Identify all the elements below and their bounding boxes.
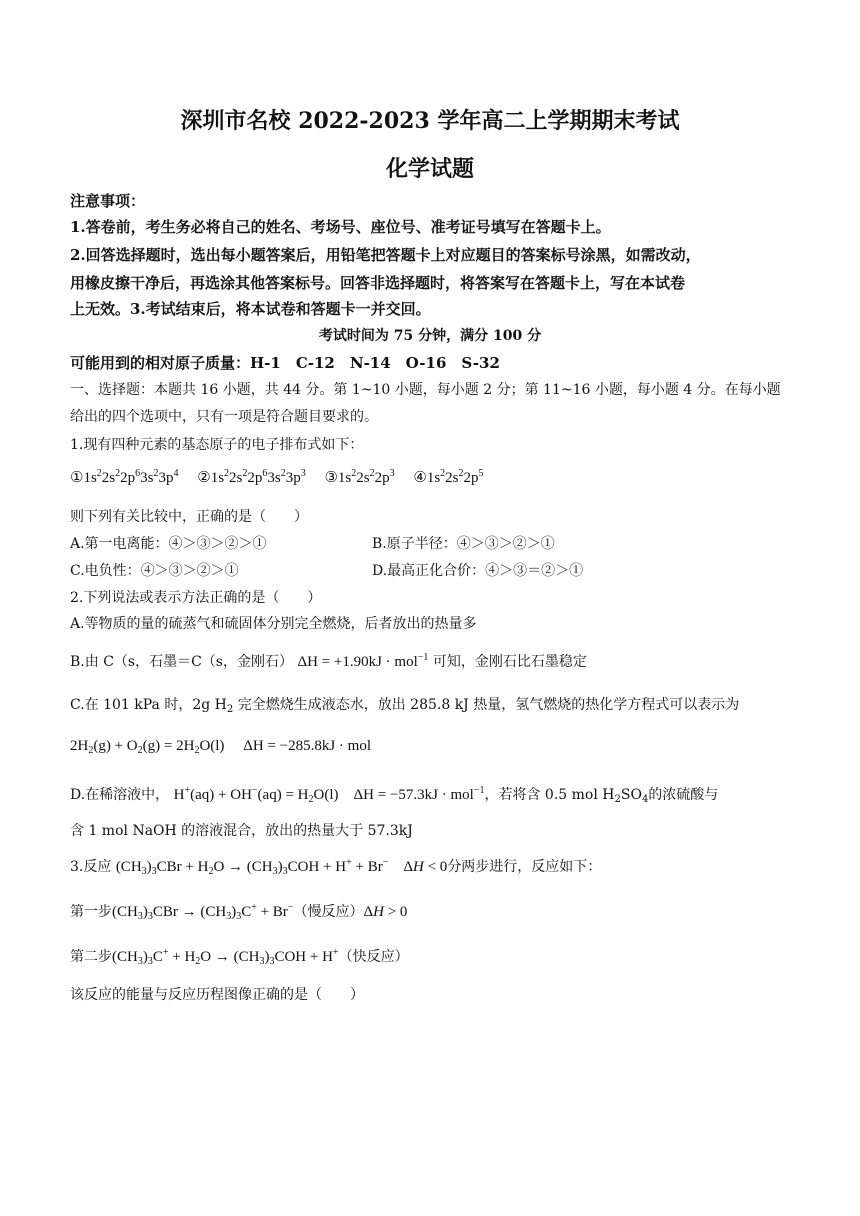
q3-question: 该反应的能量与反应历程图像正确的是（ ）: [70, 987, 364, 1003]
q3-step-1-equation: $(CH_3)_3CBr \to (CH_3)_3C^+ + Br^-$: [112, 902, 294, 922]
q3-step-2: 第二步$(CH_3)_3C^+ + H_2O \to (CH_3)_3COH + H^+$（快反应）: [70, 947, 409, 967]
q3-step-1: 第一步$(CH_3)_3CBr \to (CH_3)_3C^+ + Br^-$（慢反应）ΔH > 0: [70, 902, 408, 922]
section-instructions-1: 一、选择题：本题共 16 小题，共 44 分。第 1~10 小题，每小题 2 分；第 11~16 小题，每小题 4 分。在每小题: [70, 382, 781, 398]
q2-option-c-equation: $2H_2(g) + O_2(g) = 2H_2O(l)$ ΔH = −285.8kJ · mol: [70, 738, 372, 756]
q3-stem: 3.反应 $(CH_3)_3CBr + H_2O \to (CH_3)_3COH + H^+ + Br^-$ ΔH < 0分两步进行，反应如下：: [70, 857, 602, 877]
q2-stem: 2.下列说法或表示方法正确的是（ ）: [70, 590, 322, 606]
q2-option-d-line2: 含 1 mol NaOH 的溶液混合，放出的热量大于 57.3kJ: [70, 823, 413, 839]
q2-option-b: B.由 C（s，石墨＝C（s，金刚石） ΔH = +1.90kJ · mol$^{-1}$ 可知，金刚石比石墨稳定: [70, 652, 587, 670]
notes-line-2: 2.回答选择题时，选出每小题答案后，用铅笔把答题卡上对应题目的答案标号涂黑，如需改动，: [70, 246, 701, 264]
page-subtitle: 化学试题: [385, 156, 474, 182]
atomic-masses: 可能用到的相对原子质量：H-1 C-12 N-14 O-16 S-32: [70, 354, 500, 372]
q2-option-b-enthalpy: ΔH = +1.90kJ · mol$^{-1}$: [297, 652, 429, 670]
q3-step-2-equation: $(CH_3)_3C^+ + H_2O \to (CH_3)_3COH + H^+$: [112, 947, 339, 967]
q1-option-c: C.电负性：④＞③＞②＞①: [70, 563, 239, 579]
exam-time: 考试时间为 75 分钟，满分 100 分: [318, 328, 542, 344]
q1-stem: 1.现有四种元素的基态原子的电子排布式如下：: [70, 437, 364, 453]
q1-option-b: B.原子半径：④＞③＞②＞①: [372, 536, 555, 552]
q1-config-2: $②1s^22s^22p^63s^23p^3$: [197, 468, 306, 486]
q2-option-a: A.等物质的量的硫蒸气和硫固体分别完全燃烧，后者放出的热量多: [70, 616, 477, 632]
q2-option-d: D.在稀溶液中， $H^+(aq) + OH^-(aq) = H_2O(l)$ ΔH = −57.3kJ · mol$^{-1}$，若将含 0.5 mol $H_2SO_4$的浓硫酸与: [70, 785, 719, 805]
q1-config-4: $④1s^22s^22p^5$: [413, 468, 484, 486]
q2-option-d-equation: $H^+(aq) + OH^-(aq) = H_2O(l)$ ΔH = −57.3kJ · mol$^{-1}$: [173, 785, 485, 805]
section-instructions-2: 给出的四个选项中，只有一项是符合题目要求的。: [70, 409, 378, 425]
q1-electron-configurations: [70, 468, 484, 487]
q1-config-3: $③1s^22s^22p^3$: [324, 468, 395, 486]
page-title: 深圳市名校 2022-2023 学年高二上学期期末考试: [180, 108, 680, 134]
notes-line-1: 1.答卷前，考生务必将自己的姓名、考场号、座位号、准考证号填写在答题卡上。: [70, 218, 611, 236]
notes-heading: 注意事项：: [70, 192, 146, 210]
q2-option-c: C.在 101 kPa 时，2g $H_2$ 完全燃烧生成液态水，放出 285.8 kJ 热量，氢气燃烧的热化学方程式可以表示为: [70, 697, 740, 715]
q3-overall-reaction: $(CH_3)_3CBr + H_2O \to (CH_3)_3COH + H^+ + Br^-$ ΔH < 0: [115, 857, 448, 877]
q1-question: 则下列有关比较中，正确的是（ ）: [70, 509, 308, 525]
q1-config-1: $①1s^22s^22p^63s^23p^4$: [70, 468, 179, 486]
q1-option-a: A.第一电离能：④＞③＞②＞①: [70, 536, 267, 552]
notes-line-3: 用橡皮擦干净后，再选涂其他答案标号。回答非选择题时，将答案写在答题卡上，写在本试卷: [70, 274, 686, 292]
notes-line-4: 上无效。3.考试结束后，将本试卷和答题卡一并交回。: [70, 300, 431, 318]
q1-option-d: D.最高正化合价：④＞③＝②＞①: [372, 563, 584, 579]
